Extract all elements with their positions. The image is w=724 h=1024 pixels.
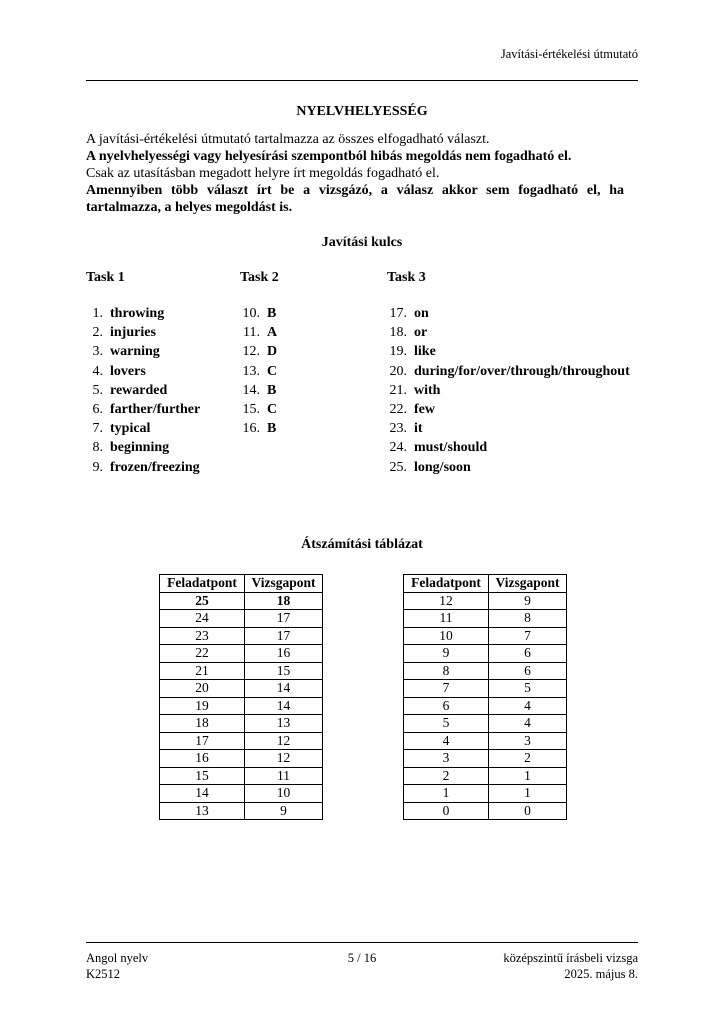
answer-list xyxy=(387,304,630,477)
task-3-column xyxy=(387,269,630,477)
task-title: Task 1 xyxy=(86,270,125,285)
answer-item xyxy=(240,304,279,323)
task-2-column xyxy=(240,269,279,438)
item-answer: B xyxy=(267,382,277,398)
table-row xyxy=(404,592,567,610)
answer-item xyxy=(86,458,200,477)
answer-item xyxy=(240,323,279,342)
item-number: 21. xyxy=(389,382,407,398)
answer-item xyxy=(86,304,200,323)
header-divider xyxy=(86,80,638,81)
task-points-cell: 4 xyxy=(404,732,489,750)
answer-item xyxy=(387,419,630,438)
exam-points-cell: 7 xyxy=(489,627,567,645)
item-number: 2. xyxy=(92,325,103,341)
task-points-cell: 1 xyxy=(404,785,489,803)
exam-points-cell: 13 xyxy=(245,715,323,733)
task-points-cell: 3 xyxy=(404,750,489,768)
section-title: NYELVHELYESSÉG xyxy=(296,104,428,119)
item-number: 25. xyxy=(389,459,407,475)
column-header: Feladatpont xyxy=(160,575,245,593)
table-row xyxy=(404,627,567,645)
answer-item xyxy=(387,342,630,361)
exam-points-cell: 16 xyxy=(245,645,323,663)
exam-points-cell: 18 xyxy=(245,592,323,610)
task-points-cell: 2 xyxy=(404,767,489,785)
column-header: Vizsgapont xyxy=(245,575,323,593)
table-row xyxy=(160,697,323,715)
instruction-line: Csak az utasításban megadott helyre írt megoldás fogadható el. xyxy=(86,166,440,181)
table-row xyxy=(404,697,567,715)
running-header: Javítási-értékelési útmutató xyxy=(500,47,638,61)
answer-list xyxy=(86,304,200,477)
task-points-cell: 24 xyxy=(160,610,245,628)
task-points-cell: 10 xyxy=(404,627,489,645)
answer-list xyxy=(240,304,279,438)
instruction-line: A nyelvhelyességi vagy helyesírási szempontból hibás megoldás nem fogadható el. xyxy=(86,149,572,164)
item-number: 4. xyxy=(92,363,103,379)
exam-points-cell: 12 xyxy=(245,750,323,768)
exam-points-cell: 14 xyxy=(245,697,323,715)
item-number: 5. xyxy=(92,382,103,398)
table-row xyxy=(160,802,323,820)
task-points-cell: 6 xyxy=(404,697,489,715)
table-row xyxy=(160,715,323,733)
item-answer: during/for/over/through/throughout xyxy=(414,363,630,379)
subject-label: Angol nyelv xyxy=(86,951,149,965)
item-answer: it xyxy=(414,421,423,437)
exam-points-cell: 11 xyxy=(245,767,323,785)
item-answer: with xyxy=(414,382,441,398)
item-answer: rewarded xyxy=(110,382,168,398)
table-row xyxy=(160,732,323,750)
task-points-cell: 16 xyxy=(160,750,245,768)
table-row xyxy=(404,715,567,733)
item-number: 11. xyxy=(243,325,260,341)
item-number: 14. xyxy=(242,382,260,398)
item-number: 13. xyxy=(242,363,260,379)
item-answer: throwing xyxy=(110,306,165,321)
table-row xyxy=(160,767,323,785)
task-points-cell: 14 xyxy=(160,785,245,803)
table-row xyxy=(404,750,567,768)
item-answer: lovers xyxy=(110,363,146,379)
item-answer: farther/further xyxy=(110,401,201,417)
exam-points-cell: 10 xyxy=(245,785,323,803)
item-answer: frozen/freezing xyxy=(110,459,200,475)
item-answer: or xyxy=(414,325,428,341)
table-row xyxy=(404,767,567,785)
answer-item xyxy=(387,381,630,400)
answer-item xyxy=(86,362,200,381)
exam-points-cell: 17 xyxy=(245,610,323,628)
table-row xyxy=(160,627,323,645)
answer-item xyxy=(86,438,200,457)
exam-points-cell: 8 xyxy=(489,610,567,628)
table-row xyxy=(160,662,323,680)
task-points-cell: 22 xyxy=(160,645,245,663)
answer-item xyxy=(387,304,630,323)
item-number: 16. xyxy=(242,421,260,437)
task-title: Task 3 xyxy=(387,270,426,285)
task-points-cell: 7 xyxy=(404,680,489,698)
answer-item xyxy=(240,381,279,400)
task-points-cell: 15 xyxy=(160,767,245,785)
table-row xyxy=(404,610,567,628)
answer-item xyxy=(240,419,279,438)
answer-item xyxy=(387,400,630,419)
footer-divider xyxy=(86,942,638,943)
item-answer: C xyxy=(267,401,278,417)
task-points-cell: 21 xyxy=(160,662,245,680)
answer-item xyxy=(240,400,279,419)
instruction-line: Amennyiben több választ írt be a vizsgázó, a válasz akkor sem fogadható el, ha tartalmazza, a helyes megoldást is. xyxy=(86,183,624,215)
table-row xyxy=(160,785,323,803)
item-answer: B xyxy=(267,421,277,437)
exam-points-cell: 6 xyxy=(489,662,567,680)
item-number: 24. xyxy=(389,440,407,456)
task-points-cell: 18 xyxy=(160,715,245,733)
conversion-table-title: Átszámítási táblázat xyxy=(301,537,423,552)
task-points-cell: 19 xyxy=(160,697,245,715)
column-header: Vizsgapont xyxy=(489,575,567,593)
exam-points-cell: 3 xyxy=(489,732,567,750)
exam-points-cell: 0 xyxy=(489,802,567,820)
item-answer: long/soon xyxy=(414,459,471,475)
item-number: 22. xyxy=(389,401,407,417)
item-number: 19. xyxy=(389,344,407,360)
task-points-cell: 12 xyxy=(404,592,489,610)
item-number: 20. xyxy=(389,363,407,379)
answer-item xyxy=(86,342,200,361)
exam-points-cell: 1 xyxy=(489,785,567,803)
instructions xyxy=(86,131,624,216)
answer-item xyxy=(240,362,279,381)
exam-points-cell: 9 xyxy=(245,802,323,820)
table-row xyxy=(404,802,567,820)
answer-item xyxy=(387,323,630,342)
exam-points-cell: 6 xyxy=(489,645,567,663)
item-number: 23. xyxy=(389,421,407,437)
item-answer: warning xyxy=(110,344,160,360)
task-points-cell: 11 xyxy=(404,610,489,628)
item-number: 15. xyxy=(242,401,260,417)
task-points-cell: 20 xyxy=(160,680,245,698)
item-answer: on xyxy=(414,306,429,321)
task-points-cell: 8 xyxy=(404,662,489,680)
answer-item xyxy=(387,458,630,477)
task-points-cell: 0 xyxy=(404,802,489,820)
task-points-cell: 17 xyxy=(160,732,245,750)
item-answer: must/should xyxy=(414,440,488,456)
exam-code: K2512 xyxy=(86,967,121,981)
answer-item xyxy=(86,323,200,342)
item-number: 18. xyxy=(389,325,407,341)
task-1-column xyxy=(86,269,200,477)
instruction-line: A javítási-értékelési útmutató tartalmazza az összes elfogadható választ. xyxy=(86,132,490,147)
task-title: Task 2 xyxy=(240,270,279,285)
task-points-cell: 25 xyxy=(160,592,245,610)
exam-points-cell: 17 xyxy=(245,627,323,645)
item-number: 7. xyxy=(92,421,103,437)
table-row xyxy=(160,680,323,698)
item-answer: B xyxy=(267,306,277,321)
table-row xyxy=(404,732,567,750)
task-points-cell: 13 xyxy=(160,802,245,820)
exam-type: középszintű írásbeli vizsga xyxy=(503,951,638,965)
exam-points-cell: 5 xyxy=(489,680,567,698)
table-row xyxy=(160,592,323,610)
item-number: 10. xyxy=(242,306,260,321)
table-row xyxy=(404,645,567,663)
exam-points-cell: 1 xyxy=(489,767,567,785)
conversion-table-left xyxy=(159,574,323,820)
exam-points-cell: 14 xyxy=(245,680,323,698)
page-number: 5 / 16 xyxy=(347,951,377,965)
exam-points-cell: 4 xyxy=(489,697,567,715)
table-row xyxy=(404,680,567,698)
item-answer: like xyxy=(414,344,436,360)
exam-points-cell: 4 xyxy=(489,715,567,733)
answer-key-title: Javítási kulcs xyxy=(321,235,403,250)
table-row xyxy=(160,645,323,663)
item-answer: typical xyxy=(110,421,151,437)
answer-item xyxy=(86,419,200,438)
item-number: 1. xyxy=(92,306,103,321)
item-number: 17. xyxy=(389,306,407,321)
task-points-cell: 23 xyxy=(160,627,245,645)
footer-right xyxy=(503,950,638,982)
answer-item xyxy=(387,362,630,381)
item-answer: D xyxy=(267,344,278,360)
answer-item xyxy=(387,438,630,457)
item-number: 9. xyxy=(92,459,103,475)
item-answer: A xyxy=(267,325,278,341)
table-row xyxy=(160,750,323,768)
task-points-cell: 9 xyxy=(404,645,489,663)
table-row xyxy=(404,662,567,680)
column-header: Feladatpont xyxy=(404,575,489,593)
item-number: 12. xyxy=(242,344,260,360)
item-number: 6. xyxy=(92,401,103,417)
conversion-table-right xyxy=(403,574,567,820)
table-row xyxy=(404,785,567,803)
exam-points-cell: 15 xyxy=(245,662,323,680)
item-answer: injuries xyxy=(110,325,156,341)
answer-item xyxy=(240,342,279,361)
item-number: 8. xyxy=(92,440,103,456)
answer-item xyxy=(86,400,200,419)
task-points-cell: 5 xyxy=(404,715,489,733)
exam-points-cell: 12 xyxy=(245,732,323,750)
item-answer: beginning xyxy=(110,440,170,456)
table-row xyxy=(160,610,323,628)
exam-points-cell: 2 xyxy=(489,750,567,768)
exam-points-cell: 9 xyxy=(489,592,567,610)
answer-item xyxy=(86,381,200,400)
item-answer: C xyxy=(267,363,278,379)
exam-date: 2025. május 8. xyxy=(564,967,638,981)
item-number: 3. xyxy=(92,344,103,360)
item-answer: few xyxy=(414,401,435,417)
